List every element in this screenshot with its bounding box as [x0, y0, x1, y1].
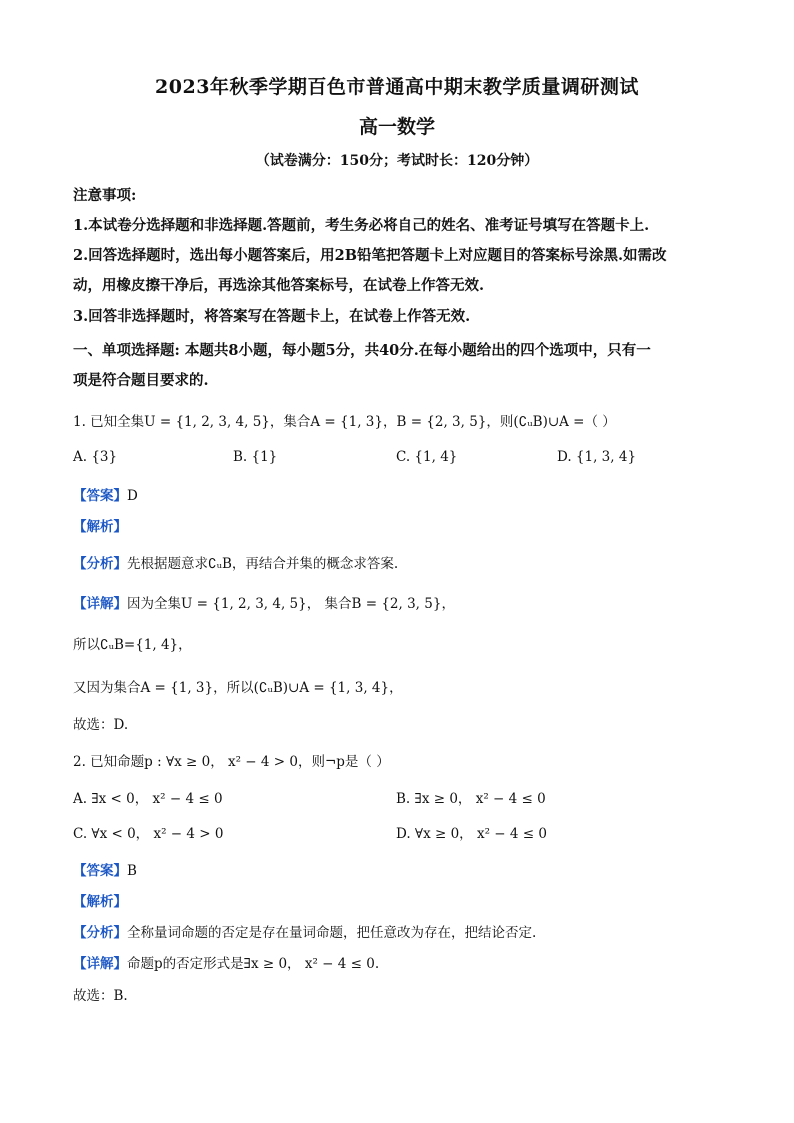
question-1-option-c: C. {1, 4}: [396, 449, 458, 465]
question-2-detail-2: 故选：B.: [73, 988, 128, 1004]
notice-heading: 注意事项:: [73, 187, 137, 204]
question-2-fenxi: [73, 921, 536, 941]
exam-info: （试卷满分：150分；考试时长：120分钟）: [255, 153, 539, 169]
answer-value: D: [127, 488, 138, 504]
detail-text: 命题p的否定形式是∃x ≥ 0， x² − 4 ≤ 0.: [127, 956, 380, 972]
detail-tag: 【详解】: [73, 956, 127, 972]
question-1-detail-1: [73, 592, 455, 612]
answer-tag: 【答案】: [73, 488, 127, 504]
question-2-option-d: D. ∀x ≥ 0， x² − 4 ≤ 0: [396, 826, 547, 842]
question-1-detail-3: 又因为集合A = {1, 3}，所以(∁ᵤB)∪A = {1, 3, 4}，: [73, 680, 403, 696]
notice-item-2-line-1: 2.回答选择题时，选出每小题答案后，用2B铅笔把答题卡上对应题目的答案标号涂黑.如需改: [73, 247, 667, 264]
question-1-option-d: D. {1, 3, 4}: [557, 449, 637, 465]
question-2-answer: [73, 859, 137, 879]
question-1-answer: [73, 484, 138, 504]
fenxi-tag: 【分析】: [73, 925, 127, 941]
answer-value: B: [127, 863, 137, 879]
page-title: 2023年秋季学期百色市普通高中期末教学质量调研测试: [155, 76, 639, 98]
question-1-option-b: B. {1}: [233, 449, 278, 465]
question-2-stem: 2. 已知命题p : ∀x ≥ 0， x² − 4 > 0，则¬p是（ ）: [73, 754, 390, 770]
page-subtitle: 高一数学: [358, 116, 435, 138]
question-1-analysis-tag: [73, 515, 127, 535]
analysis-tag: 【解析】: [73, 894, 127, 910]
question-1-detail-4: 故选：D.: [73, 717, 129, 733]
question-1-fenxi: [73, 552, 398, 572]
fenxi-text: 全称量词命题的否定是存在量词命题，把任意改为存在，把结论否定.: [127, 925, 537, 941]
notice-item-2-line-2: 动，用橡皮擦干净后，再选涂其他答案标号，在试卷上作答无效.: [73, 277, 485, 294]
notice-item-1: 1.本试卷分选择题和非选择题.答题前，考生务必将自己的姓名、准考证号填写在答题卡上.: [73, 217, 650, 234]
detail-text: 因为全集U = {1, 2, 3, 4, 5}， 集合B = {2, 3, 5}，: [127, 596, 455, 612]
question-2-detail-1: [73, 952, 379, 972]
analysis-tag: 【解析】: [73, 519, 127, 535]
question-1-option-a: A. {3}: [73, 449, 118, 465]
section-heading-line-2: 项是符合题目要求的.: [73, 372, 209, 389]
answer-tag: 【答案】: [73, 863, 127, 879]
fenxi-tag: 【分析】: [73, 556, 127, 572]
question-2-option-c: C. ∀x < 0， x² − 4 > 0: [73, 826, 224, 842]
detail-tag: 【详解】: [73, 596, 127, 612]
question-2-analysis-tag: [73, 890, 127, 910]
question-2-option-b: B. ∃x ≥ 0， x² − 4 ≤ 0: [396, 791, 546, 807]
notice-item-3: 3.回答非选择题时，将答案写在答题卡上，在试卷上作答无效.: [73, 308, 471, 325]
question-1-stem: 1. 已知全集U = {1, 2, 3, 4, 5}，集合A = {1, 3}，B = {2, 3, 5}，则(∁ᵤB)∪A =（ ）: [73, 414, 616, 430]
section-heading-line-1: 一、单项选择题: 本题共8小题，每小题5分，共40分.在每小题给出的四个选项中，只有一: [73, 342, 651, 359]
question-2-option-a: A. ∃x < 0， x² − 4 ≤ 0: [73, 791, 223, 807]
question-1-detail-2: 所以∁ᵤB={1, 4}，: [73, 637, 192, 653]
fenxi-text: 先根据题意求∁ᵤB，再结合并集的概念求答案.: [127, 556, 399, 572]
